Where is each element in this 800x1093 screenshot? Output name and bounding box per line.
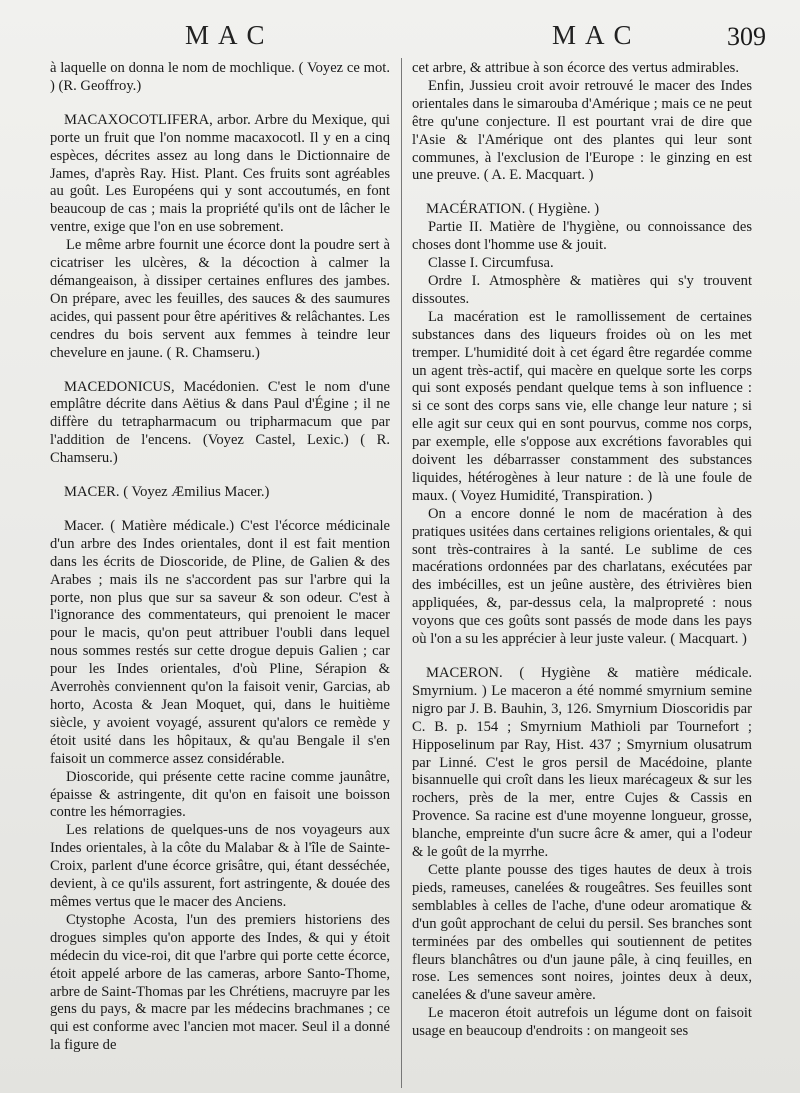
right-paragraph: cet arbre, & attribue à son écorce des vertus admirables. [412, 60, 739, 76]
left-paragraph: MACAXOCOTLIFERA, arbor. Arbre du Mexique, qui porte un fruit que l'on nomme macaxocotl. Il y en a cinq espèces, décrites assez au long dans le Dictionnaire de James, d'après Ray. Hist. Plant. Ces fruits sont agréables au goût. Les Européens qui y sont accoutumés, en font beaucoup de cas ; mais la propriété qu'ils ont de lâcher le ventre, exige que l'on en use sobrement. [50, 111, 390, 236]
left-paragraph: Dioscoride, qui présente cette racine comme jaunâtre, épaisse & astringente, dit qu'on en faisoit une boisson contre les hémorragies. [50, 768, 390, 821]
left-paragraph: Les relations de quelques-uns de nos voyageurs aux Indes orientales, à la côte du Malabar & à l'île de Sainte-Croix, parlent d'une écorce grisâtre, qui, étant desséchée, devient, à ce qu'ils assurent, fort astringente, & douée des mêmes vertus que le macer des Anciens. [50, 822, 390, 910]
right-column [412, 60, 752, 1041]
page-number: 309 [727, 22, 766, 51]
left-paragraph: MACER. ( Voyez Æmilius Macer.) [64, 484, 270, 501]
right-paragraph: On a encore donné le nom de macération à des pratiques usitées dans certaines religions orientales, & qui sont très-contraires à la santé. Le sublime de ces macérations ordonnées par des charlatans, exécutées par des imbécilles, est un jeûne austère, des étrivières bien appliquées, &, par-dessus cela, la malpropreté : nous voyons que ces goûts sont passés de mode dans les pays où l'on a su les apprécier à leur juste valeur. ( Macquart. ) [412, 505, 752, 648]
right-paragraph: Ordre I. Atmosphère & matières qui s'y trouvent dissoutes. [412, 272, 752, 307]
running-header [0, 20, 800, 60]
left-paragraph: à laquelle on donna le nom de mochlique. ( Voyez ce mot. ) (R. Geoffroy.) [50, 60, 390, 94]
right-paragraph: Classe I. Circumfusa. [428, 255, 554, 272]
right-paragraph: MACÉRATION. ( Hygiène. ) [426, 201, 600, 218]
header-right: MAC [552, 20, 641, 50]
left-column [50, 60, 390, 1055]
left-paragraph: Le même arbre fournit une écorce dont la poudre sert à cicatriser les ulcères, & la décoction à calmer la démangeaison, à dissiper certaines enflures des jambes. On prépare, avec les feuilles, des sauces & des saumures acides, qui passent pour être apéritives & relâchantes. Les cendres du bois servent aux femmes à teindre leur chevelure en jaune. ( R. Chamseru.) [50, 237, 390, 361]
left-paragraph: MACEDONICUS, Macédonien. C'est le nom d'une emplâtre décrite dans Aëtius & dans Paul d'Égine ; il ne diffère du tetrapharmacum ou tripharmacum que par l'addition de l'encens. (Voyez Castel, Lexic.) ( R. Chamseru.) [50, 378, 390, 467]
header-left: MAC [185, 20, 274, 50]
right-paragraph: Cette plante pousse des tiges hautes de deux à trois pieds, rameuses, canelées & rougeâtres. Ses feuilles sont semblables à celles de l'ache, d'une odeur aromatique & d'un goût approchant de celui du persil. Ses branches sont terminées par des ombelles qui soutiennent de petites fleurs blanchâtres ou d'un jaune pâle, à cinq feuilles, en rose. Les semences sont noires, jointes deux à deux, canelées & d'une saveur amère. [412, 861, 752, 1004]
left-paragraph: Ctystophe Acosta, l'un des premiers historiens des drogues simples qu'on apporte des Indes, & qui y étoit médecin du vice-roi, dit que l'arbre qui porte cette écorce, étoit appelé arbore de las cameras, arbore Santo-Thome, arbre de Saint-Thomas par les Chrétiens, macruyre par les gens du pays, & macre par les médecins brachmanes ; ce qui est conforme avec l'ancien mot macer. Seul il a donné la figure de [50, 911, 390, 1054]
right-paragraph: Enfin, Jussieu croit avoir retrouvé le macer des Indes orientales dans le simarouba d'Amérique ; mais ce ne peut être qu'une conjecture. Il est pourtant vrai de dire que l'Asie & l'Amérique ont des plantes qui leur sont communes, à l'exclusion de l'Europe : le ginzing en est une preuve. ( A. E. Macquart. ) [412, 77, 752, 184]
right-paragraph: Partie II. Matière de l'hygiène, ou connoissance des choses dont l'homme use & jouit. [412, 219, 752, 254]
right-paragraph: La macération est le ramollissement de certaines substances dans des liqueurs froides où on les met tremper. L'humidité doit à cet égard être regardée comme un agent très-actif, qui macère en quelque sorte les corps qui sont exposés pendant quelque tems à son influence : si ce sont des corps sans vie, elle change leur nature ; si elle agit sur ceux qui en sont pourvus, comme nos corps, par exemple, elle s'oppose aux excrétions favorables qui doivent les débarrasser constamment des substances liquides, hétérogènes à leur nature : de là une foule de maux. ( Voyez Humidité, Transpiration. ) [412, 308, 752, 504]
left-paragraph: Macer. ( Matière médicale.) C'est l'écorce médicinale d'un arbre des Indes orientales, dont il est fait mention dans les écrits de Dioscoride, de Pline, de Galien & des Arabes ; mais ils ne s'accordent pas sur l'arbre qui la porte, non plus que sur sa saveur & son odeur. C'est à l'ignorance des commentateurs, qui prenoient le macer pour le macis, qu'on peut attribuer l'oubli dans lequel nous sommes restés sur cette drogue depuis Galien ; car pour les Indes orientales, d'où Pline, Sérapion & Averrohès conviennent qu'on la faisoit venir, Garcias, ab horto, Acosta & Jean Moquet, qui, dans le huitième siècle, y avoient voyagé, assurent qu'alors ce remède y étoit usité dans les hôpitaux, & qu'au Bengale il s'en faisoit un commerce assez considérable. [50, 517, 390, 767]
column-divider [401, 58, 402, 1088]
right-paragraph: MACERON. ( Hygiène & matière médicale. Smyrnium. ) Le maceron a été nommé smyrnium semine nigro par J. B. Bauhin, 3, 126. Smyrnium Dioscoridis par C. B. p. 154 ; Smyrnium Mathioli par Tournefort ; Hipposelinum par Ray, Hist. 437 ; Smyrnium olusatrum par Linné. C'est le gros persil de Macédoine, plante bisannuelle qui croît dans les lieux marécageux & sur les rochers, près de la mer, entre Cujes & Cassis en Provence. Sa racine est d'une moyenne longueur, grosse, blanche, empreinte d'un sucre âcre & amer, qui a l'odeur & le goût de la myrrhe. [412, 665, 752, 861]
right-paragraph: Le maceron étoit autrefois un légume dont on faisoit usage en beaucoup d'endroits : on mangeoit ses [412, 1005, 752, 1040]
